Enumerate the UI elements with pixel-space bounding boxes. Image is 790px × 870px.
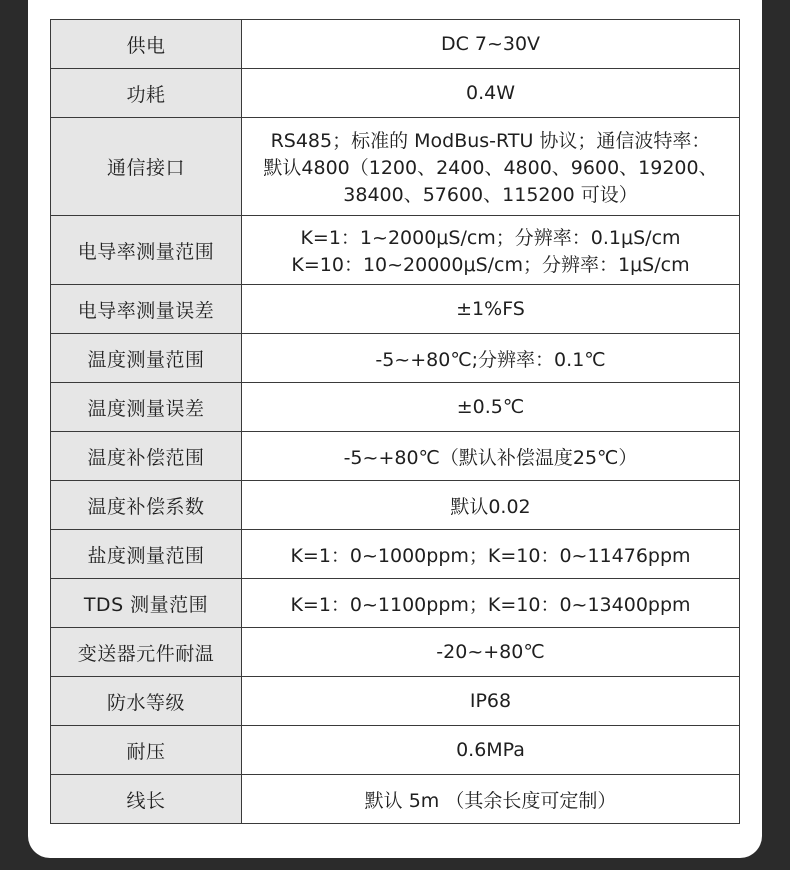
row-value: K=1：1~2000μS/cm；分辨率：0.1μS/cm K=10：10~20000μS/cm；分辨率：1μS/cm bbox=[242, 216, 740, 285]
table-row bbox=[51, 726, 740, 775]
row-label: 温度补偿范围 bbox=[51, 432, 242, 481]
row-value: K=1：0~1100ppm；K=10：0~13400ppm bbox=[242, 579, 740, 628]
row-label: 温度补偿系数 bbox=[51, 481, 242, 530]
row-value: RS485；标准的 ModBus-RTU 协议；通信波特率： 默认4800（1200、2400、4800、9600、19200、 38400、57600、115200 可设） bbox=[242, 118, 740, 216]
row-value: -5~+80℃（默认补偿温度25℃） bbox=[242, 432, 740, 481]
table-row bbox=[51, 216, 740, 285]
row-label: 功耗 bbox=[51, 69, 242, 118]
row-label: 变送器元件耐温 bbox=[51, 628, 242, 677]
table-row bbox=[51, 628, 740, 677]
row-value: 0.4W bbox=[242, 69, 740, 118]
table-row bbox=[51, 530, 740, 579]
spec-table bbox=[50, 19, 740, 824]
row-value: ±0.5℃ bbox=[242, 383, 740, 432]
row-label: 电导率测量范围 bbox=[51, 216, 242, 285]
table-row bbox=[51, 334, 740, 383]
table-row bbox=[51, 285, 740, 334]
table-row bbox=[51, 775, 740, 824]
table-row bbox=[51, 579, 740, 628]
row-value: -20~+80℃ bbox=[242, 628, 740, 677]
row-value: DC 7~30V bbox=[242, 20, 740, 69]
table-row bbox=[51, 432, 740, 481]
row-label: 温度测量误差 bbox=[51, 383, 242, 432]
row-value: IP68 bbox=[242, 677, 740, 726]
row-label: 盐度测量范围 bbox=[51, 530, 242, 579]
row-value: ±1%FS bbox=[242, 285, 740, 334]
table-row bbox=[51, 383, 740, 432]
table-row bbox=[51, 481, 740, 530]
table-row bbox=[51, 118, 740, 216]
row-value: 默认0.02 bbox=[242, 481, 740, 530]
row-label: 电导率测量误差 bbox=[51, 285, 242, 334]
row-label: 供电 bbox=[51, 20, 242, 69]
row-value: -5~+80℃;分辨率：0.1℃ bbox=[242, 334, 740, 383]
row-value: K=1：0~1000ppm；K=10：0~11476ppm bbox=[242, 530, 740, 579]
row-value: 0.6MPa bbox=[242, 726, 740, 775]
row-label: 耐压 bbox=[51, 726, 242, 775]
row-label: 线长 bbox=[51, 775, 242, 824]
table-row bbox=[51, 20, 740, 69]
spec-card bbox=[28, 0, 762, 858]
row-label: TDS 测量范围 bbox=[51, 579, 242, 628]
row-value: 默认 5m （其余长度可定制） bbox=[242, 775, 740, 824]
table-row bbox=[51, 677, 740, 726]
row-label: 防水等级 bbox=[51, 677, 242, 726]
row-label: 通信接口 bbox=[51, 118, 242, 216]
table-row bbox=[51, 69, 740, 118]
row-label: 温度测量范围 bbox=[51, 334, 242, 383]
